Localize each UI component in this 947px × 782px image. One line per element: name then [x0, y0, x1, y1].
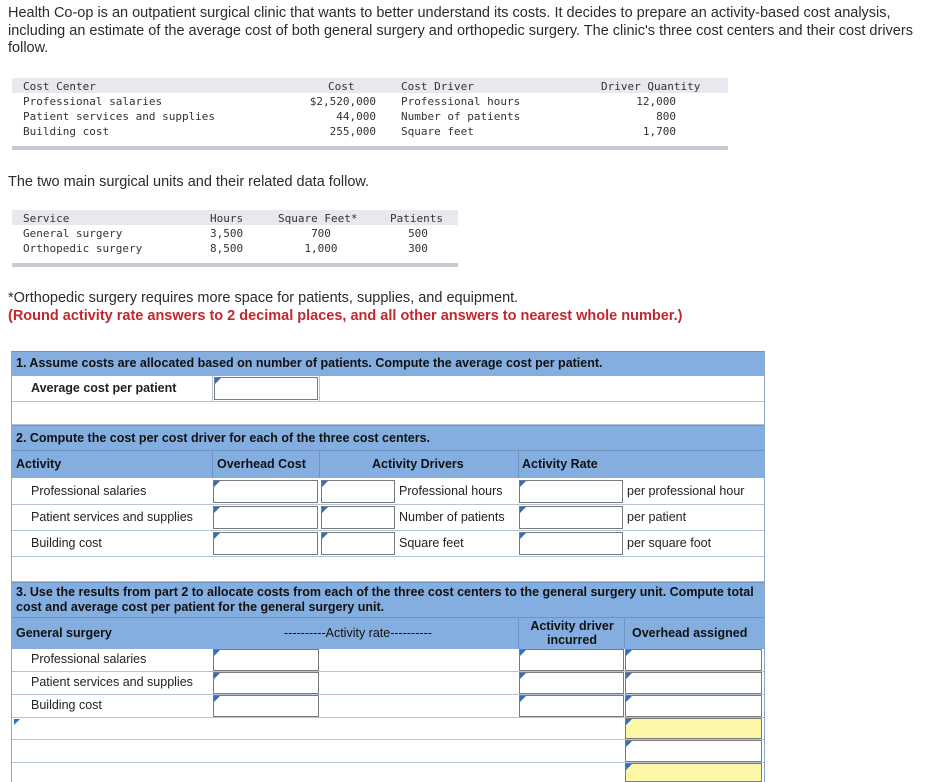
- part2-row-patient-services: [12, 505, 764, 531]
- intro-text: Health Co-op is an outpatient surgical clinic that wants to better understand its costs. It decides to prepare an activity-based cost analysis, including an estimate of the average cost of both general surgery and orthopedic surgery. The clinic's three cost centers and their cost drivers follow.: [8, 5, 913, 56]
- overhead-cost-input[interactable]: [213, 506, 318, 529]
- spacer-row: [12, 557, 764, 582]
- header-service: Service: [23, 212, 70, 225]
- part1-title: 1. Assume costs are allocated based on number of patients. Compute the average cost per patient.: [16, 356, 603, 370]
- header-patients: Patients: [390, 212, 443, 225]
- header-activity-rate: ----------Activity rate----------: [284, 626, 432, 640]
- total-cost-input[interactable]: [625, 718, 762, 739]
- header-activity-driver-incurred: Activity driver incurred: [530, 619, 614, 647]
- part1-row: [12, 376, 764, 402]
- activity-driver-label: Number of patients: [399, 510, 505, 524]
- footnote: *Orthopedic surgery requires more space for patients, supplies, and equipment.: [8, 290, 519, 306]
- unit-patients: 500: [408, 227, 428, 240]
- cc-name: Building cost: [23, 125, 110, 138]
- activity-driver-incurred-input[interactable]: [519, 695, 624, 717]
- header-hours: Hours: [210, 212, 244, 225]
- activity-driver-label: Professional hours: [399, 484, 503, 498]
- part3-row-building-cost: [12, 695, 764, 718]
- cc-cost: 44,000: [336, 110, 376, 123]
- rate-unit-label: per professional hour: [627, 484, 745, 498]
- part3-row-patient-services: [12, 672, 764, 695]
- activity-driver-incurred-input[interactable]: [519, 672, 624, 694]
- activity-rate-input[interactable]: [213, 695, 319, 717]
- part2-header: [12, 425, 764, 451]
- part3-row-patients: [12, 740, 764, 763]
- header-cost: Cost: [328, 80, 355, 93]
- overhead-assigned-input[interactable]: [625, 695, 762, 717]
- header-cost-center: Cost Center: [23, 80, 96, 93]
- answer-worksheet: [11, 351, 765, 782]
- activity-driver-quantity-input[interactable]: [321, 480, 395, 503]
- cost-centers-table: [12, 78, 728, 150]
- activity-label: Patient services and supplies: [31, 510, 193, 524]
- part2-title: 2. Compute the cost per cost driver for each of the three cost centers.: [16, 431, 430, 445]
- header-driver-quantity: Driver Quantity: [601, 80, 701, 93]
- units-intro-text: The two main surgical units and their related data follow.: [8, 174, 370, 190]
- activity-rate-input[interactable]: [519, 506, 623, 529]
- overhead-cost-input[interactable]: [213, 532, 318, 555]
- unit-hours: 3,500: [210, 227, 244, 240]
- cc-name: Patient services and supplies: [23, 110, 216, 123]
- cc-quantity: 800: [656, 110, 676, 123]
- header-activity-rate: Activity Rate: [522, 457, 598, 471]
- unit-name: General surgery: [23, 227, 123, 240]
- header-overhead-cost: Overhead Cost: [217, 457, 306, 471]
- cc-quantity: 12,000: [636, 95, 676, 108]
- cc-driver: Square feet: [401, 125, 474, 138]
- cc-quantity: 1,700: [642, 125, 676, 138]
- unit-square-feet: 700: [311, 227, 331, 240]
- unit-name: Orthopedic surgery: [23, 242, 143, 255]
- overhead-assigned-input[interactable]: [625, 649, 762, 671]
- cc-cost: $2,520,000: [309, 95, 376, 108]
- allocation-activity-label: Building cost: [31, 698, 102, 712]
- part3-row-professional-salaries: [12, 649, 764, 672]
- cc-cost: 255,000: [329, 125, 376, 138]
- spacer-row: [12, 402, 764, 425]
- header-activity: Activity: [16, 457, 62, 471]
- part3-column-headers: [12, 617, 764, 650]
- rate-unit-label: per patient: [627, 510, 687, 524]
- unit-hours: 8,500: [210, 242, 244, 255]
- part1-header: [12, 351, 764, 377]
- cc-driver: Professional hours: [401, 95, 521, 108]
- activity-label: Building cost: [31, 536, 102, 550]
- part3-title: 3. Use the results from part 2 to allocate costs from each of the three cost centers to the general surgery unit. Compute total cost and average cost per patient for the general surgery unit.: [16, 585, 754, 614]
- activity-rate-input[interactable]: [519, 532, 623, 555]
- part2-row-building-cost: [12, 531, 764, 557]
- unit-square-feet: 1,000: [304, 242, 338, 255]
- average-cost-label: Average cost per patient: [31, 381, 177, 395]
- part3-row-average-cost: [12, 763, 764, 782]
- rate-unit-label: per square foot: [627, 536, 712, 550]
- activity-rate-input[interactable]: [213, 649, 319, 671]
- allocation-activity-label: Professional salaries: [31, 652, 147, 666]
- header-overhead-assigned: Overhead assigned: [632, 626, 748, 640]
- header-general-surgery: General surgery: [16, 626, 112, 640]
- average-cost-per-patient-input[interactable]: [214, 377, 318, 400]
- patients-input[interactable]: [625, 740, 762, 762]
- overhead-cost-input[interactable]: [213, 480, 318, 503]
- total-cost-label-input[interactable]: [13, 718, 624, 739]
- activity-label: Professional salaries: [31, 484, 147, 498]
- unit-patients: 300: [408, 242, 428, 255]
- allocation-activity-label: Patient services and supplies: [31, 675, 193, 689]
- part3-header: [12, 582, 764, 618]
- header-activity-drivers: Activity Drivers: [372, 457, 464, 471]
- activity-rate-input[interactable]: [213, 672, 319, 694]
- part3-row-total-cost: [12, 718, 764, 740]
- part2-column-headers: [12, 450, 764, 479]
- activity-rate-input[interactable]: [519, 480, 623, 503]
- activity-driver-label: Square feet: [399, 536, 464, 550]
- activity-driver-incurred-input[interactable]: [519, 649, 624, 671]
- surgical-units-table: [12, 210, 458, 267]
- activity-driver-quantity-input[interactable]: [321, 532, 395, 555]
- cc-driver: Number of patients: [401, 110, 521, 123]
- part2-row-professional-salaries: [12, 478, 764, 505]
- activity-driver-quantity-input[interactable]: [321, 506, 395, 529]
- overhead-assigned-input[interactable]: [625, 672, 762, 694]
- header-cost-driver: Cost Driver: [401, 80, 474, 93]
- header-square-feet: Square Feet*: [278, 212, 358, 225]
- average-cost-general-surgery-input[interactable]: [625, 763, 762, 782]
- cc-name: Professional salaries: [23, 95, 163, 108]
- rounding-instructions: (Round activity rate answers to 2 decimal places, and all other answers to nearest whole number.): [8, 308, 683, 324]
